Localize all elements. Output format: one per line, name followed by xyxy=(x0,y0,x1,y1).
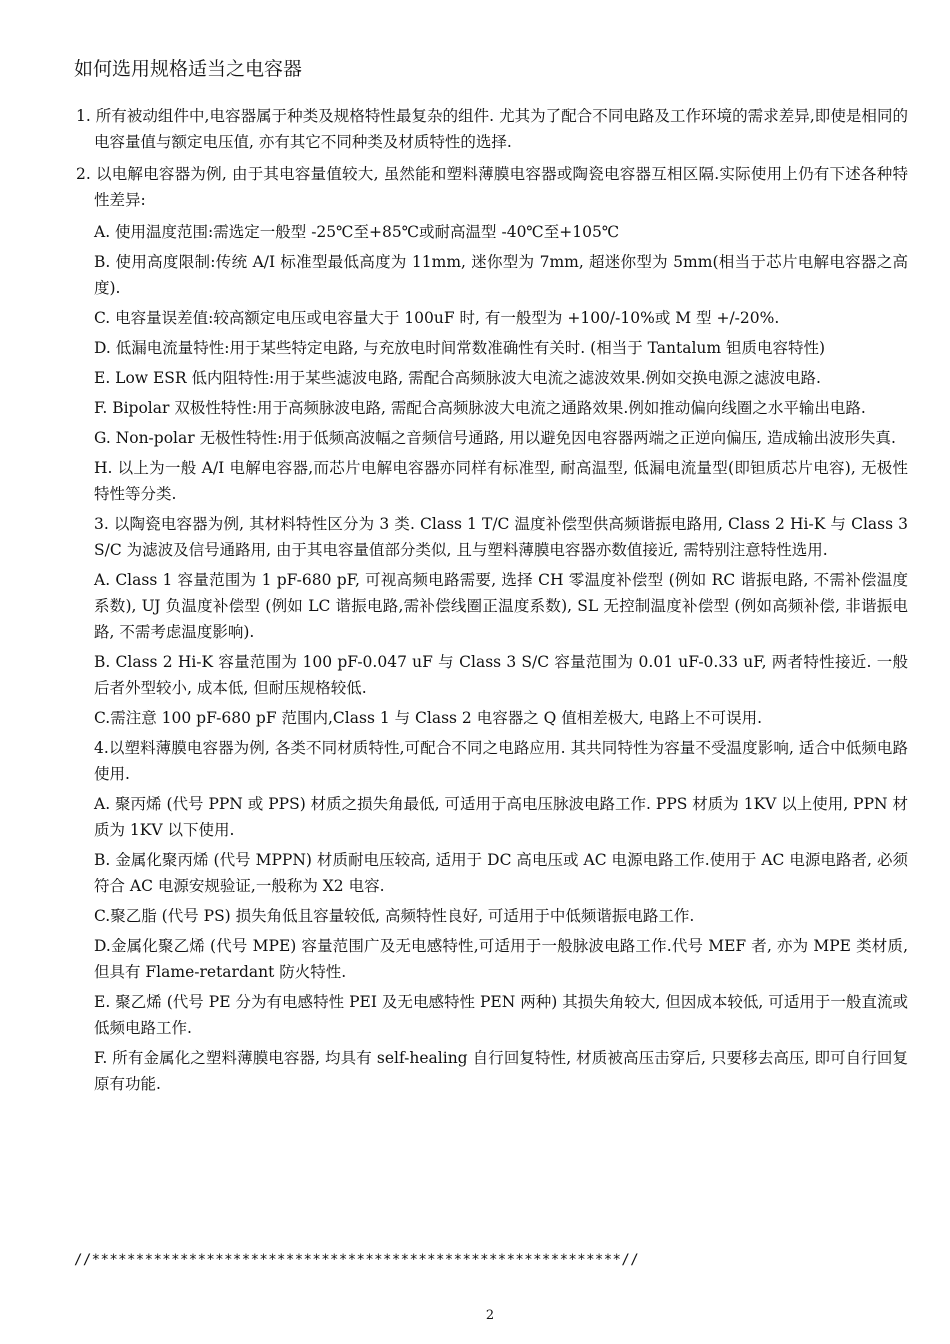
list-item-4f: F. 所有金属化之塑料薄膜电容器, 均具有 self-healing 自行回复特性, 材质被高压击穿后, 只要移去高压, 即可自行回复原有功能. xyxy=(94,1049,908,1093)
document-body xyxy=(76,103,908,1101)
list-item-4b: B. 金属化聚丙烯 (代号 MPPN) 材质耐电压较高, 适用于 DC 高电压或 AC 电源电路工作.使用于 AC 电源电路者, 必须符合 AC 电源安规验证,一般称为 X2 电容. xyxy=(94,851,908,895)
list-item-2f: F. Bipolar 双极性特性:用于高频脉波电路, 需配合高频脉波大电流之通路效果.例如推动偏向线圈之水平输出电路. xyxy=(94,399,866,417)
list-item-2b: B. 使用高度限制:传统 A/I 标准型最低高度为 11mm, 迷你型为 7mm, 超迷你型为 5mm(相当于芯片电解电容器之高度). xyxy=(94,253,908,297)
list-item-4c: C.聚乙脂 (代号 PS) 损失角低且容量较低, 高频特性良好, 可适用于中低频谐振电路工作. xyxy=(94,907,695,925)
list-item-3b: B. Class 2 Hi-K 容量范围为 100 pF-0.047 uF 与 Class 3 S/C 容量范围为 0.01 uF-0.33 uF, 两者特性接近. 一般后者外型较小, 成本低, 但耐压规格较低. xyxy=(94,653,908,697)
list-item-2d: D. 低漏电流量特性:用于某些特定电路, 与充放电时间常数准确性有关时. (相当于 Tantalum 钽质电容特性) xyxy=(94,339,826,357)
list-item-4e: E. 聚乙烯 (代号 PE 分为有电感特性 PEI 及无电感特性 PEN 两种) 其损失角较大, 但因成本较低, 可适用于一般直流或低频电路工作. xyxy=(94,993,908,1037)
list-item-2c: C. 电容量误差值:较高额定电压或电容量大于 100uF 时, 有一般型为 +100/-10%或 M 型 +/-20%. xyxy=(94,309,780,327)
list-item-4: 4.以塑料薄膜电容器为例, 各类不同材质特性,可配合不同之电路应用. 其共同特性为容量不受温度影响, 适合中低频电路使用. xyxy=(94,739,908,783)
list-item-3: 3. 以陶瓷电容器为例, 其材料特性区分为 3 类. Class 1 T/C 温度补偿型供高频谐振电路用, Class 2 Hi-K 与 Class 3 S/C 为滤波及信号通路用, 由于其电容量值部分类似, 且与塑料薄膜电容器亦数值接近, 需特别注意特性选用. xyxy=(94,515,908,559)
list-item-3a: A. Class 1 容量范围为 1 pF-680 pF, 可视高频电路需要, 选择 CH 零温度补偿型 (例如 RC 谐振电路, 不需补偿温度系数), UJ 负温度补偿型 (例如 LC 谐振电路,需补偿线圈正温度系数), SL 无控制温度补偿型 (例如高频补偿, 非谐振电路, 不需考虑温度影响). xyxy=(94,571,908,641)
list-item-4d: D.金属化聚乙烯 (代号 MPE) 容量范围广及无电感特性,可适用于一般脉波电路工作.代号 MEF 者, 亦为 MPE 类材质, 但具有 Flame-retardant 防火特性. xyxy=(94,937,908,981)
list-item-3c: C.需注意 100 pF-680 pF 范围内,Class 1 与 Class 2 电容器之 Q 值相差极大, 电路上不可误用. xyxy=(94,709,763,727)
list-item-2e: E. Low ESR 低内阻特性:用于某些滤波电路, 需配合高频脉波大电流之滤波效果.例如交换电源之滤波电路. xyxy=(94,369,821,387)
list-item-2h: H. 以上为一般 A/I 电解电容器,而芯片电解电容器亦同样有标准型, 耐高温型, 低漏电流量型(即钽质芯片电容), 无极性特性等分类. xyxy=(94,459,908,503)
list-item-2: 2. 以电解电容器为例, 由于其电容量值较大, 虽然能和塑料薄膜电容器或陶瓷电容器互相区隔.实际使用上仍有下述各种特性差异: xyxy=(76,165,908,209)
separator-line: //************************************************************// xyxy=(74,1252,640,1268)
list-item-2a: A. 使用温度范围:需选定一般型 -25℃至+85℃或耐高温型 -40℃至+105℃ xyxy=(94,223,620,241)
list-item-4a: A. 聚丙烯 (代号 PPN 或 PPS) 材质之损失角最低, 可适用于高电压脉波电路工作. PPS 材质为 1KV 以上使用, PPN 材质为 1KV 以下使用. xyxy=(94,795,908,839)
page-title: 如何选用规格适当之电容器 xyxy=(74,58,303,80)
page-number: 2 xyxy=(485,1308,495,1323)
list-item-1: 1. 所有被动组件中,电容器属于种类及规格特性最复杂的组件. 尤其为了配合不同电路及工作环境的需求差异,即使是相同的电容量值与额定电压值, 亦有其它不同种类及材质特性的选择. xyxy=(76,107,908,151)
list-item-2g: G. Non-polar 无极性特性:用于低频高波幅之音频信号通路, 用以避免因电容器两端之正逆向偏压, 造成输出波形失真. xyxy=(94,429,896,447)
